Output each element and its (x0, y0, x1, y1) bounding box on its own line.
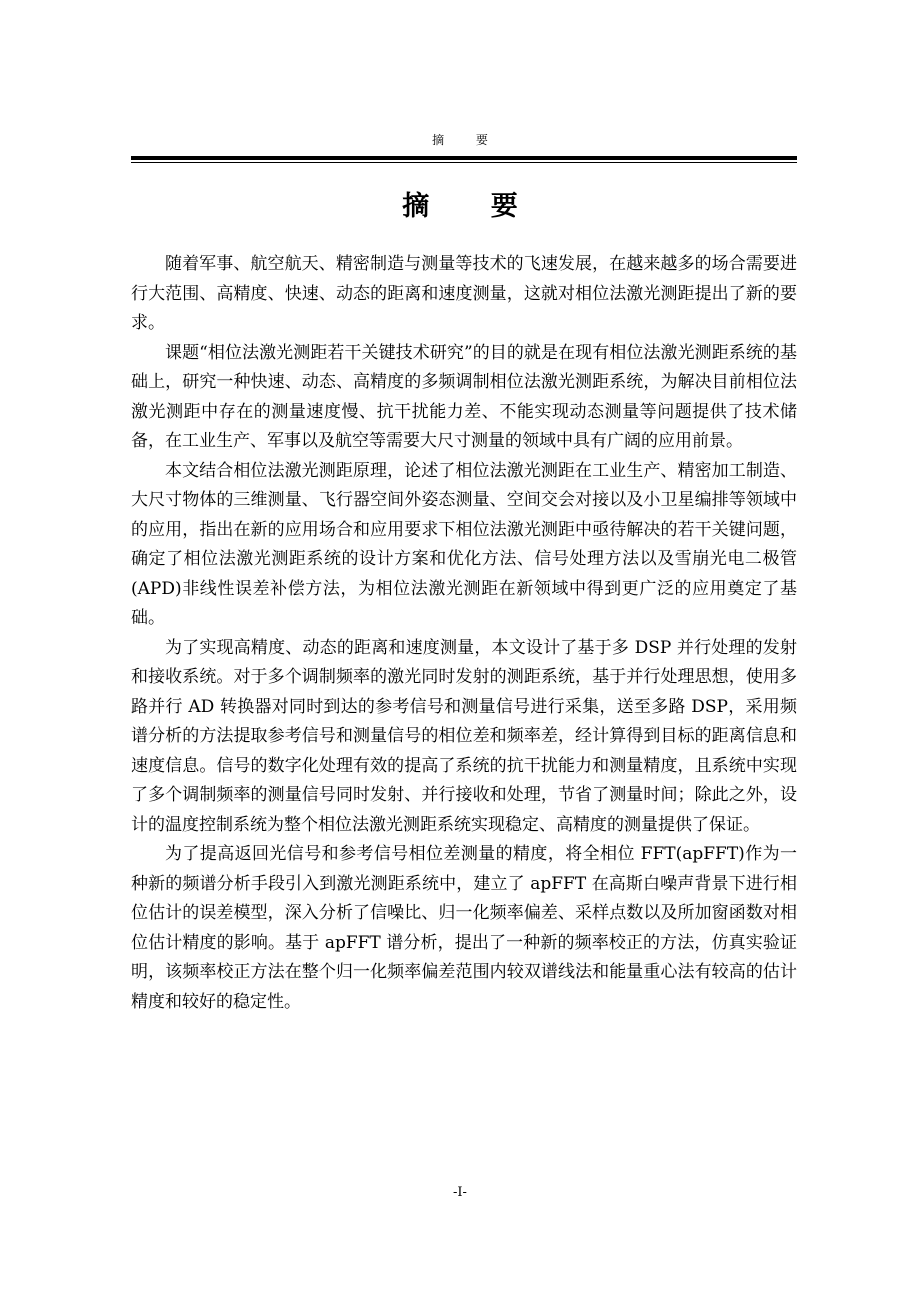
header-rule-thick (131, 156, 797, 160)
header-rule-thin (131, 162, 797, 163)
page-title: 摘 要 (402, 191, 544, 222)
paragraph-5: 为了提高返回光信号和参考信号相位差测量的精度，将全相位 FFT(apFFT)作为一种新的频谱分析手段引入到激光测距系统中，建立了 apFFT 在高斯白噪声背景下进行相位估计的误差模型，深入分析了信噪比、归一化频率偏差、采样点数以及所加窗函数对相位估计精度的影响。基于 apFFT 谱分析，提出了一种新的频率校正的方法，仿真实验证明，该频率校正方法在整个归一化频率偏差范围内较双谱线法和能量重心法有较高的估计精度和较好的稳定性。 (131, 844, 797, 1012)
paragraph-2: 课题“相位法激光测距若干关键技术研究”的目的就是在现有相位法激光测距系统的基础上，研究一种快速、动态、高精度的多频调制相位法激光测距系统，为解决目前相位法激光测距中存在的测量速度慢、抗干扰能力差、不能实现动态测量等问题提供了技术储备，在工业生产、军事以及航空等需要大尺寸测量的领域中具有广阔的应用前景。 (131, 342, 797, 451)
abstract-body (131, 250, 797, 1017)
page-number: -I- (453, 1185, 467, 1200)
paragraph-1: 随着军事、航空航天、精密制造与测量等技术的飞速发展，在越来越多的场合需要进行大范围、高精度、快速、动态的距离和速度测量，这就对相位法激光测距提出了新的要求。 (131, 254, 797, 333)
running-header: 摘 要 (432, 133, 502, 147)
paragraph-4: 为了实现高精度、动态的距离和速度测量，本文设计了基于多 DSP 并行处理的发射和接收系统。对于多个调制频率的激光同时发射的测距系统，基于并行处理思想，使用多路并行 AD 转换器对同时到达的参考信号和测量信号进行采集，送至多路 DSP，采用频谱分析的方法提取参考信号和测量信号的相位差和频率差，经计算得到目标的距离信息和速度信息。信号的数字化处理有效的提高了系统的抗干扰能力和测量精度，且系统中实现了多个调制频率的测量信号同时发射、并行接收和处理，节省了测量时间；除此之外，设计的温度控制系统为整个相位法激光测距系统实现稳定、高精度的测量提供了保证。 (131, 637, 797, 835)
paragraph-3: 本文结合相位法激光测距原理，论述了相位法激光测距在工业生产、精密加工制造、大尺寸物体的三维测量、飞行器空间外姿态测量、空间交会对接以及小卫星编排等领域中的应用，指出在新的应用场合和应用要求下相位法激光测距中亟待解决的若干关键问题，确定了相位法激光测距系统的设计方案和优化方法、信号处理方法以及雪崩光电二极管(APD)非线性误差补偿方法，为相位法激光测距在新领域中得到更广泛的应用奠定了基础。 (131, 460, 797, 628)
